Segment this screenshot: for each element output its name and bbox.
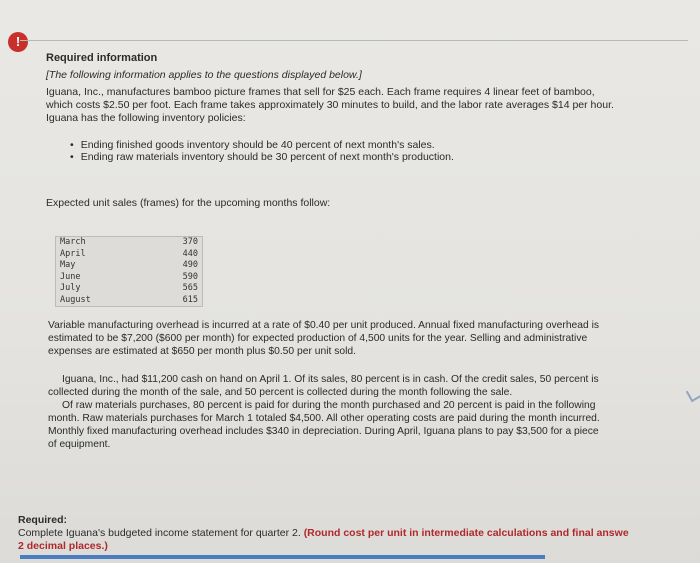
progress-bar (20, 555, 545, 559)
cash-line: month. Raw materials purchases for March 1 totaled $4,500. All other operating costs are paid during the month incurred. (48, 413, 600, 424)
units-cell: 440 (182, 248, 198, 259)
policy-list (70, 139, 454, 163)
table-row (56, 283, 202, 295)
cash-line: Iguana, Inc., had $11,200 cash on hand on April 1. Of its sales, 80 percent is in cash. Of the credit sales, 50 percent is (62, 374, 599, 385)
cash-paragraph (48, 373, 698, 451)
policy-item: • Ending raw materials inventory should be 30 percent of next month's production. (70, 151, 454, 163)
sales-intro: Expected unit sales (frames) for the upcoming months follow: (46, 197, 331, 209)
policy-item: • Ending finished goods inventory should be 40 percent of next month's sales. (70, 139, 454, 151)
table-row (56, 295, 202, 307)
month-cell: July (60, 283, 81, 293)
month-cell: August (60, 294, 91, 305)
units-cell: 490 (182, 260, 198, 270)
table-row (56, 272, 202, 284)
cash-line: Monthly fixed manufacturing overhead includes $340 in depreciation. During April, Iguana plans to pay $3,500 for a piece (48, 426, 599, 437)
alert-icon: ! (8, 32, 28, 52)
overhead-line: expenses are estimated at $650 per month plus $0.50 per unit sold. (48, 346, 356, 357)
month-cell: April (60, 248, 86, 259)
intro-line: which costs $2.50 per foot. Each frame takes approximately 30 minutes to build, and the labor rate averages $14 per hour. (46, 99, 614, 111)
cash-line: of equipment. (48, 439, 111, 450)
overhead-paragraph (48, 319, 698, 358)
month-cell: June (60, 271, 81, 282)
table-row (56, 237, 202, 249)
rounding-instruction-cont: 2 decimal places.) (18, 540, 108, 552)
cash-line: Of raw materials purchases, 80 percent is paid for during the month purchased and 20 percent is paid in the following (62, 400, 596, 411)
required-label: Required: (18, 514, 68, 526)
rounding-instruction: (Round cost per unit in intermediate calculations and final answe (303, 527, 629, 539)
overhead-line: estimated to be $7,200 ($600 per month) for expected production of 4,500 units for the year. Selling and administrative (48, 333, 588, 344)
overhead-line: Variable manufacturing overhead is incurred at a rate of $0.40 per unit produced. Annual fixed manufacturing overhead is (48, 320, 600, 331)
required-information-panel (20, 40, 688, 497)
cash-line: collected during the month of the sale, and 50 percent is collected during the month following the sale. (48, 387, 513, 398)
month-cell: May (60, 260, 76, 270)
units-cell: 370 (182, 237, 198, 247)
units-cell: 565 (182, 283, 198, 293)
units-cell: 615 (182, 294, 198, 305)
intro-line: Iguana has the following inventory policies: (46, 112, 246, 124)
required-section (18, 514, 629, 553)
intro-line: Iguana, Inc., manufactures bamboo picture frames that sell for $25 each. Each frame requires 4 linear feet of bamboo, (46, 86, 595, 98)
required-text: Complete Iguana's budgeted income statement for quarter 2. (18, 527, 301, 539)
table-row (56, 260, 202, 272)
sales-table (56, 237, 202, 306)
panel-note: [The following information applies to the questions displayed below.] (46, 69, 362, 81)
panel-title: Required information (46, 52, 158, 64)
table-row (56, 249, 202, 261)
month-cell: March (60, 237, 86, 247)
units-cell: 590 (182, 271, 198, 282)
